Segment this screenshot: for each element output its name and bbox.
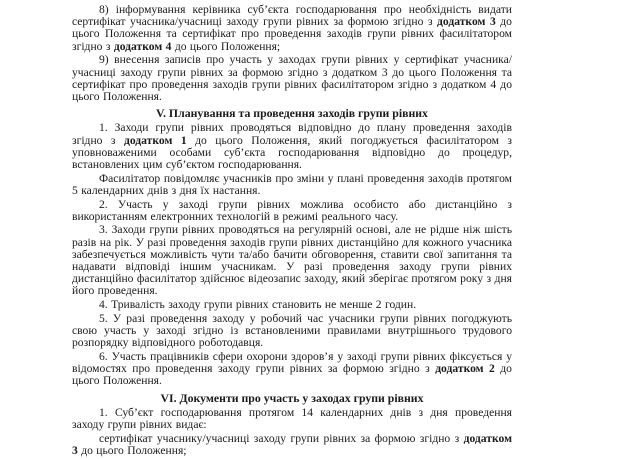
text-run: 1. Суб’єкт господарювання протягом 14 календарних днів з дня проведення заходу групи рівних видає: xyxy=(72,405,512,431)
paragraph xyxy=(72,54,512,103)
section-heading xyxy=(72,107,512,119)
text-run: до цього Положення та сертифікат про проведення заходів групи рівних фасилітатором згідно з xyxy=(72,15,512,53)
paragraph xyxy=(72,351,512,388)
text-run: до цього Положення; xyxy=(77,443,187,457)
text-run: до цього Положення, який погоджується фасилітатором з уповноваженими особами суб’єкта господарювання відповідно до процедур, встановлених цим суб’єктом господарювання. xyxy=(72,133,512,171)
paragraph xyxy=(72,407,512,431)
paragraph xyxy=(72,4,512,53)
paragraph xyxy=(72,173,512,197)
text-run: 3. Заходи групи рівних проводяться на регулярній основі, але не рідше ніж шість разів на рік. У разі проведення заходів групи рівних дистанційно для кожного учасника забезпечується можливість чути та/або бачити обговорення, ставити свої запитання та надавати відповіді іншим учасникам. У разі проведення заходу групи рівних дистанційно фасилітатор здійснює відеозапис заходу, який зберігає протягом року з дня його проведення. xyxy=(72,223,512,298)
text-run: 8) інформування керівника суб’єкта господарювання про необхідність видати сертифікат учасника/учасниці заходу групи рівних за формою згідно з xyxy=(72,3,512,29)
bold-text-run: додатком 3 xyxy=(72,431,512,457)
text-run: до цього Положення; xyxy=(171,39,281,53)
bold-text-run: додатком 2 xyxy=(435,362,495,376)
bold-text-run: V. Планування та проведення заходів групи рівних xyxy=(156,106,428,121)
paragraph xyxy=(72,433,512,457)
bold-text-run: додатком 3 xyxy=(437,15,496,29)
paragraph xyxy=(72,122,512,171)
section-heading xyxy=(72,392,512,404)
text-run: 1. Заходи групи рівних проводяться відповідно до плану проведення заходів згідно з xyxy=(72,121,512,147)
text-run: до цього Положення. xyxy=(72,362,512,388)
paragraph xyxy=(72,199,512,223)
text-block xyxy=(72,4,512,459)
bold-text-run: додатком 4 xyxy=(113,39,172,53)
paragraph xyxy=(72,299,512,311)
text-run: сертифікат учаснику/учасниці заходу групи рівних за формою згідно з xyxy=(99,431,464,445)
text-run: 5. У разі проведення заходу у робочий час учасники групи рівних погоджують свою участь у заході згідно із встановленими правилами внутрішнього трудового розпорядку відповідного роботодавця. xyxy=(72,311,512,350)
text-run: 4. Тривалість заходу групи рівних становить не менше 2 годин. xyxy=(99,298,417,312)
text-run: 2. Участь у заході групи рівних можлива особисто або дистанційно з використанням електронних технологій в режимі реального часу. xyxy=(72,197,512,223)
paragraph xyxy=(72,224,512,297)
text-run: Фасилітатор повідомляє учасників про зміни у плані проведення заходів протягом 5 календарних днів з дня їх настання. xyxy=(72,171,512,197)
bold-text-run: VI. Документи про участь у заходах групи рівних xyxy=(160,390,424,405)
paragraph xyxy=(72,313,512,350)
text-run: 9) внесення записів про участь у заходах групи рівних у сертифікат учасника/учасниці заходу групи рівних за формою згідно з додатком 3 до цього Положення та сертифікат про проведення заходів групи рівних фасилітатором згідно з додатком 4 до цього Положення. xyxy=(72,53,512,103)
bold-text-run: додатком 1 xyxy=(123,133,187,147)
text-run: 6. Участь працівників сфери охорони здоров’я у заході групи рівних фіксується у відомостях про проведення заходу групи рівних за формою згідно з xyxy=(72,349,512,376)
